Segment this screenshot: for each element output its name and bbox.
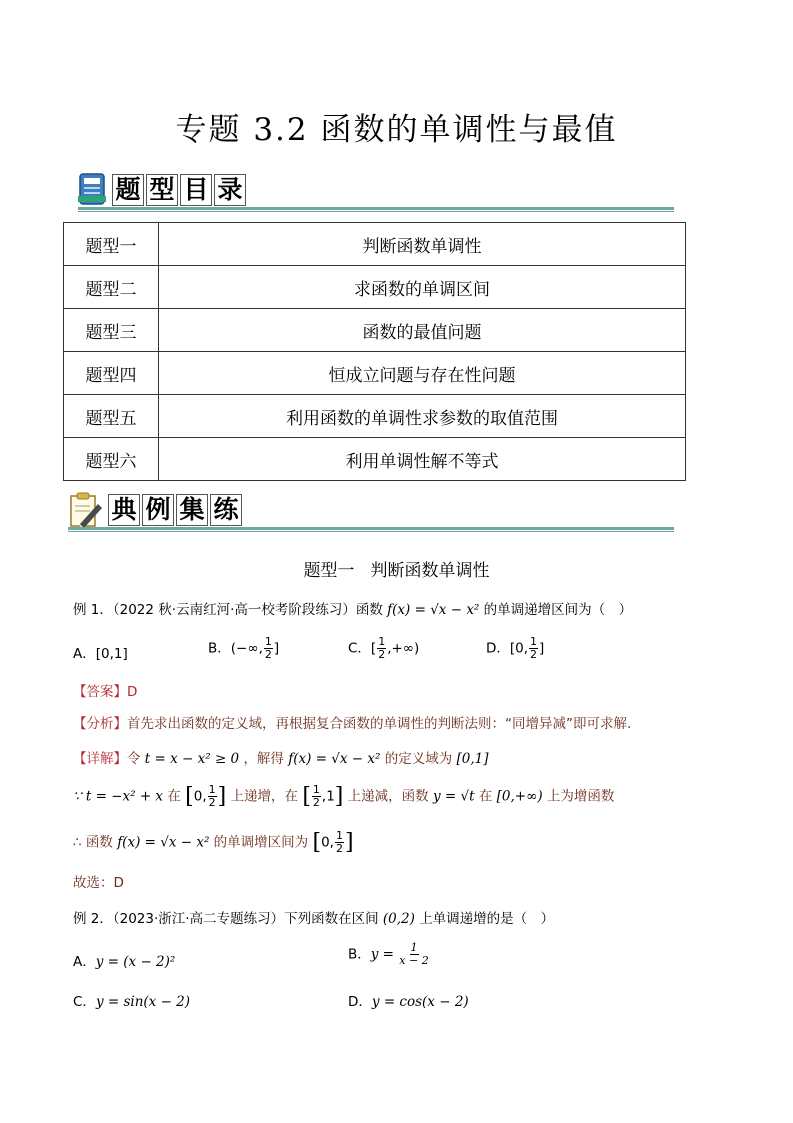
- divider: [68, 527, 674, 530]
- detail-line-3: ∴ 函数 f(x) = √x − x² 的单调增区间为 [0, $\frac{1}{2}$ ]: [73, 829, 354, 855]
- detail-text: 的定义域为: [384, 751, 453, 767]
- fraction: [208, 784, 217, 809]
- analysis-tag: 【分析】: [73, 716, 127, 732]
- math-expression: y = √t: [432, 788, 475, 805]
- detail-line-1: [73, 747, 489, 767]
- math-expression: [0,1]: [456, 751, 489, 767]
- option-text: D．[0,: [486, 640, 529, 657]
- divider: [78, 211, 674, 212]
- option-d[interactable]: [486, 636, 544, 661]
- toc-label: 题型一: [64, 223, 159, 266]
- toc-topic[interactable]: 判断函数单调性: [159, 223, 686, 266]
- option-d[interactable]: [348, 990, 469, 1010]
- answer-value: D: [127, 684, 138, 700]
- toc-label: 题型四: [64, 352, 159, 395]
- divider: [78, 207, 674, 210]
- option-b[interactable]: [348, 942, 430, 967]
- section-char: 目: [180, 174, 212, 206]
- notebook-icon: [78, 172, 108, 206]
- detail-text: 的单调增区间为: [213, 834, 309, 851]
- detail-text: 上为增函数: [546, 788, 615, 805]
- fraction: [312, 784, 321, 809]
- fraction: [264, 636, 273, 661]
- option-label: C．: [73, 994, 96, 1010]
- section-char: 录: [214, 174, 246, 206]
- fraction: [335, 830, 344, 855]
- option-text: B．(−∞,: [208, 640, 263, 657]
- question-text: 上单调递增的是（ ）: [419, 911, 555, 927]
- fraction-den: 2: [312, 796, 320, 809]
- fraction-den: 2: [335, 842, 343, 855]
- math-expression: f(x) = √x − x²: [288, 751, 381, 767]
- math-expression: f(x) = √x − x²: [387, 602, 480, 618]
- example1-question: [73, 598, 632, 618]
- answer-tag: 【答案】: [73, 684, 127, 700]
- section-char: 型: [146, 174, 178, 206]
- option-a[interactable]: [73, 950, 175, 970]
- option-text: ,+∞): [387, 640, 420, 657]
- math-expression: y = (x − 2)²: [95, 954, 176, 970]
- toc-table: [63, 222, 686, 481]
- toc-label: 题型二: [64, 266, 159, 309]
- fraction-num: 1: [410, 941, 418, 954]
- table-row[interactable]: [64, 438, 686, 481]
- option-label: D．: [348, 994, 372, 1010]
- example2-question: [73, 907, 554, 927]
- analysis-text: 首先求出函数的定义域，再根据复合函数的单调性的判断法则：“同增异减”即可求解.: [127, 716, 632, 732]
- divider: [68, 531, 674, 532]
- answer-line: [73, 680, 137, 700]
- fraction-num: 1: [264, 635, 272, 648]
- option-b[interactable]: [208, 636, 279, 661]
- toc-topic[interactable]: 利用单调性解不等式: [159, 438, 686, 481]
- fraction-num: 1: [208, 783, 216, 796]
- fraction-den: 2: [530, 648, 538, 661]
- section-char: 练: [210, 494, 242, 526]
- section-char: 题: [112, 174, 144, 206]
- toc-label: 题型六: [64, 438, 159, 481]
- table-row[interactable]: [64, 352, 686, 395]
- fraction: [377, 636, 386, 661]
- clipboard-pencil-icon: [68, 492, 104, 530]
- detail-text: 令: [127, 751, 141, 767]
- detail-text: 在: [478, 788, 493, 805]
- fraction-num: 1: [530, 635, 538, 648]
- detail-text: ∴ 函数: [73, 834, 113, 851]
- section-char: 典: [108, 494, 140, 526]
- question-text: 的单调递增区间为（ ）: [483, 602, 633, 618]
- option-a[interactable]: A．[0,1]: [73, 646, 128, 662]
- subsection-label: 题型一: [303, 561, 355, 581]
- detail-line-2: ∵ t = −x² + x 在 [0, $\frac{1}{2}$ ] 上递增，在 [ $\frac{1}{2}$ ,1] 上递减，函数 y = √t 在 [0,+∞) 上为增函数: [73, 783, 615, 809]
- fraction-den: 2: [264, 648, 272, 661]
- option-c[interactable]: [348, 636, 419, 661]
- option-label: B．: [348, 946, 371, 963]
- option-text: C．[: [348, 640, 377, 657]
- table-row[interactable]: [64, 223, 686, 266]
- conclusion-line: 故选：D: [73, 875, 124, 891]
- detail-text: 在: [167, 788, 181, 805]
- analysis-line: [73, 712, 631, 732]
- fraction-num: 1: [378, 635, 386, 648]
- section-char: 集: [176, 494, 208, 526]
- fraction-den: x − 2: [399, 954, 429, 967]
- toc-topic[interactable]: 利用函数的单调性求参数的取值范围: [159, 395, 686, 438]
- toc-topic[interactable]: 恒成立问题与存在性问题: [159, 352, 686, 395]
- fraction-den: 2: [208, 796, 216, 809]
- detail-tag: 【详解】: [73, 751, 127, 767]
- table-row[interactable]: [64, 395, 686, 438]
- math-expression: f(x) = √x − x²: [117, 834, 210, 851]
- section-header-examples: [68, 492, 668, 532]
- math-expression: y = cos(x − 2): [371, 994, 469, 1010]
- question-text: 例 1．（2022 秋·云南红河·高一校考阶段练习）函数: [73, 602, 383, 618]
- option-label: A．: [73, 954, 96, 970]
- toc-label: 题型三: [64, 309, 159, 352]
- table-row[interactable]: [64, 266, 686, 309]
- option-c[interactable]: [73, 990, 190, 1010]
- detail-text: 上递减，函数: [347, 788, 429, 805]
- math-expression: [0,+∞): [496, 788, 543, 805]
- detail-text: ，解得: [243, 751, 284, 767]
- section-char: 例: [142, 494, 174, 526]
- math-expression: (0,2): [382, 911, 415, 927]
- section-header-toc: [78, 172, 678, 212]
- math-expression: y = sin(x − 2): [95, 994, 191, 1010]
- page-title: 专题 3.2 函数的单调性与最值: [175, 112, 618, 148]
- fraction-num: 1: [312, 783, 320, 796]
- subsection-topic: 判断函数单调性: [370, 561, 490, 581]
- math-expression: ∵ t = −x² + x: [73, 788, 164, 805]
- subsection-title: [0, 556, 793, 581]
- toc-label: 题型五: [64, 395, 159, 438]
- toc-topic[interactable]: 求函数的单调区间: [159, 266, 686, 309]
- option-text: ]: [539, 640, 545, 657]
- option-text: ]: [273, 640, 280, 657]
- toc-topic[interactable]: 函数的最值问题: [159, 309, 686, 352]
- math-expression: t = x − x² ≥ 0: [144, 751, 240, 767]
- fraction-num: 1: [335, 829, 343, 842]
- fraction: [529, 636, 538, 661]
- question-text: 例 2．（2023·浙江·高二专题练习）下列函数在区间: [73, 911, 379, 927]
- fraction: [399, 942, 428, 967]
- math-expression: y =: [370, 946, 394, 963]
- table-row[interactable]: [64, 309, 686, 352]
- fraction-den: 2: [378, 648, 386, 661]
- detail-text: 上递增，在: [230, 788, 299, 805]
